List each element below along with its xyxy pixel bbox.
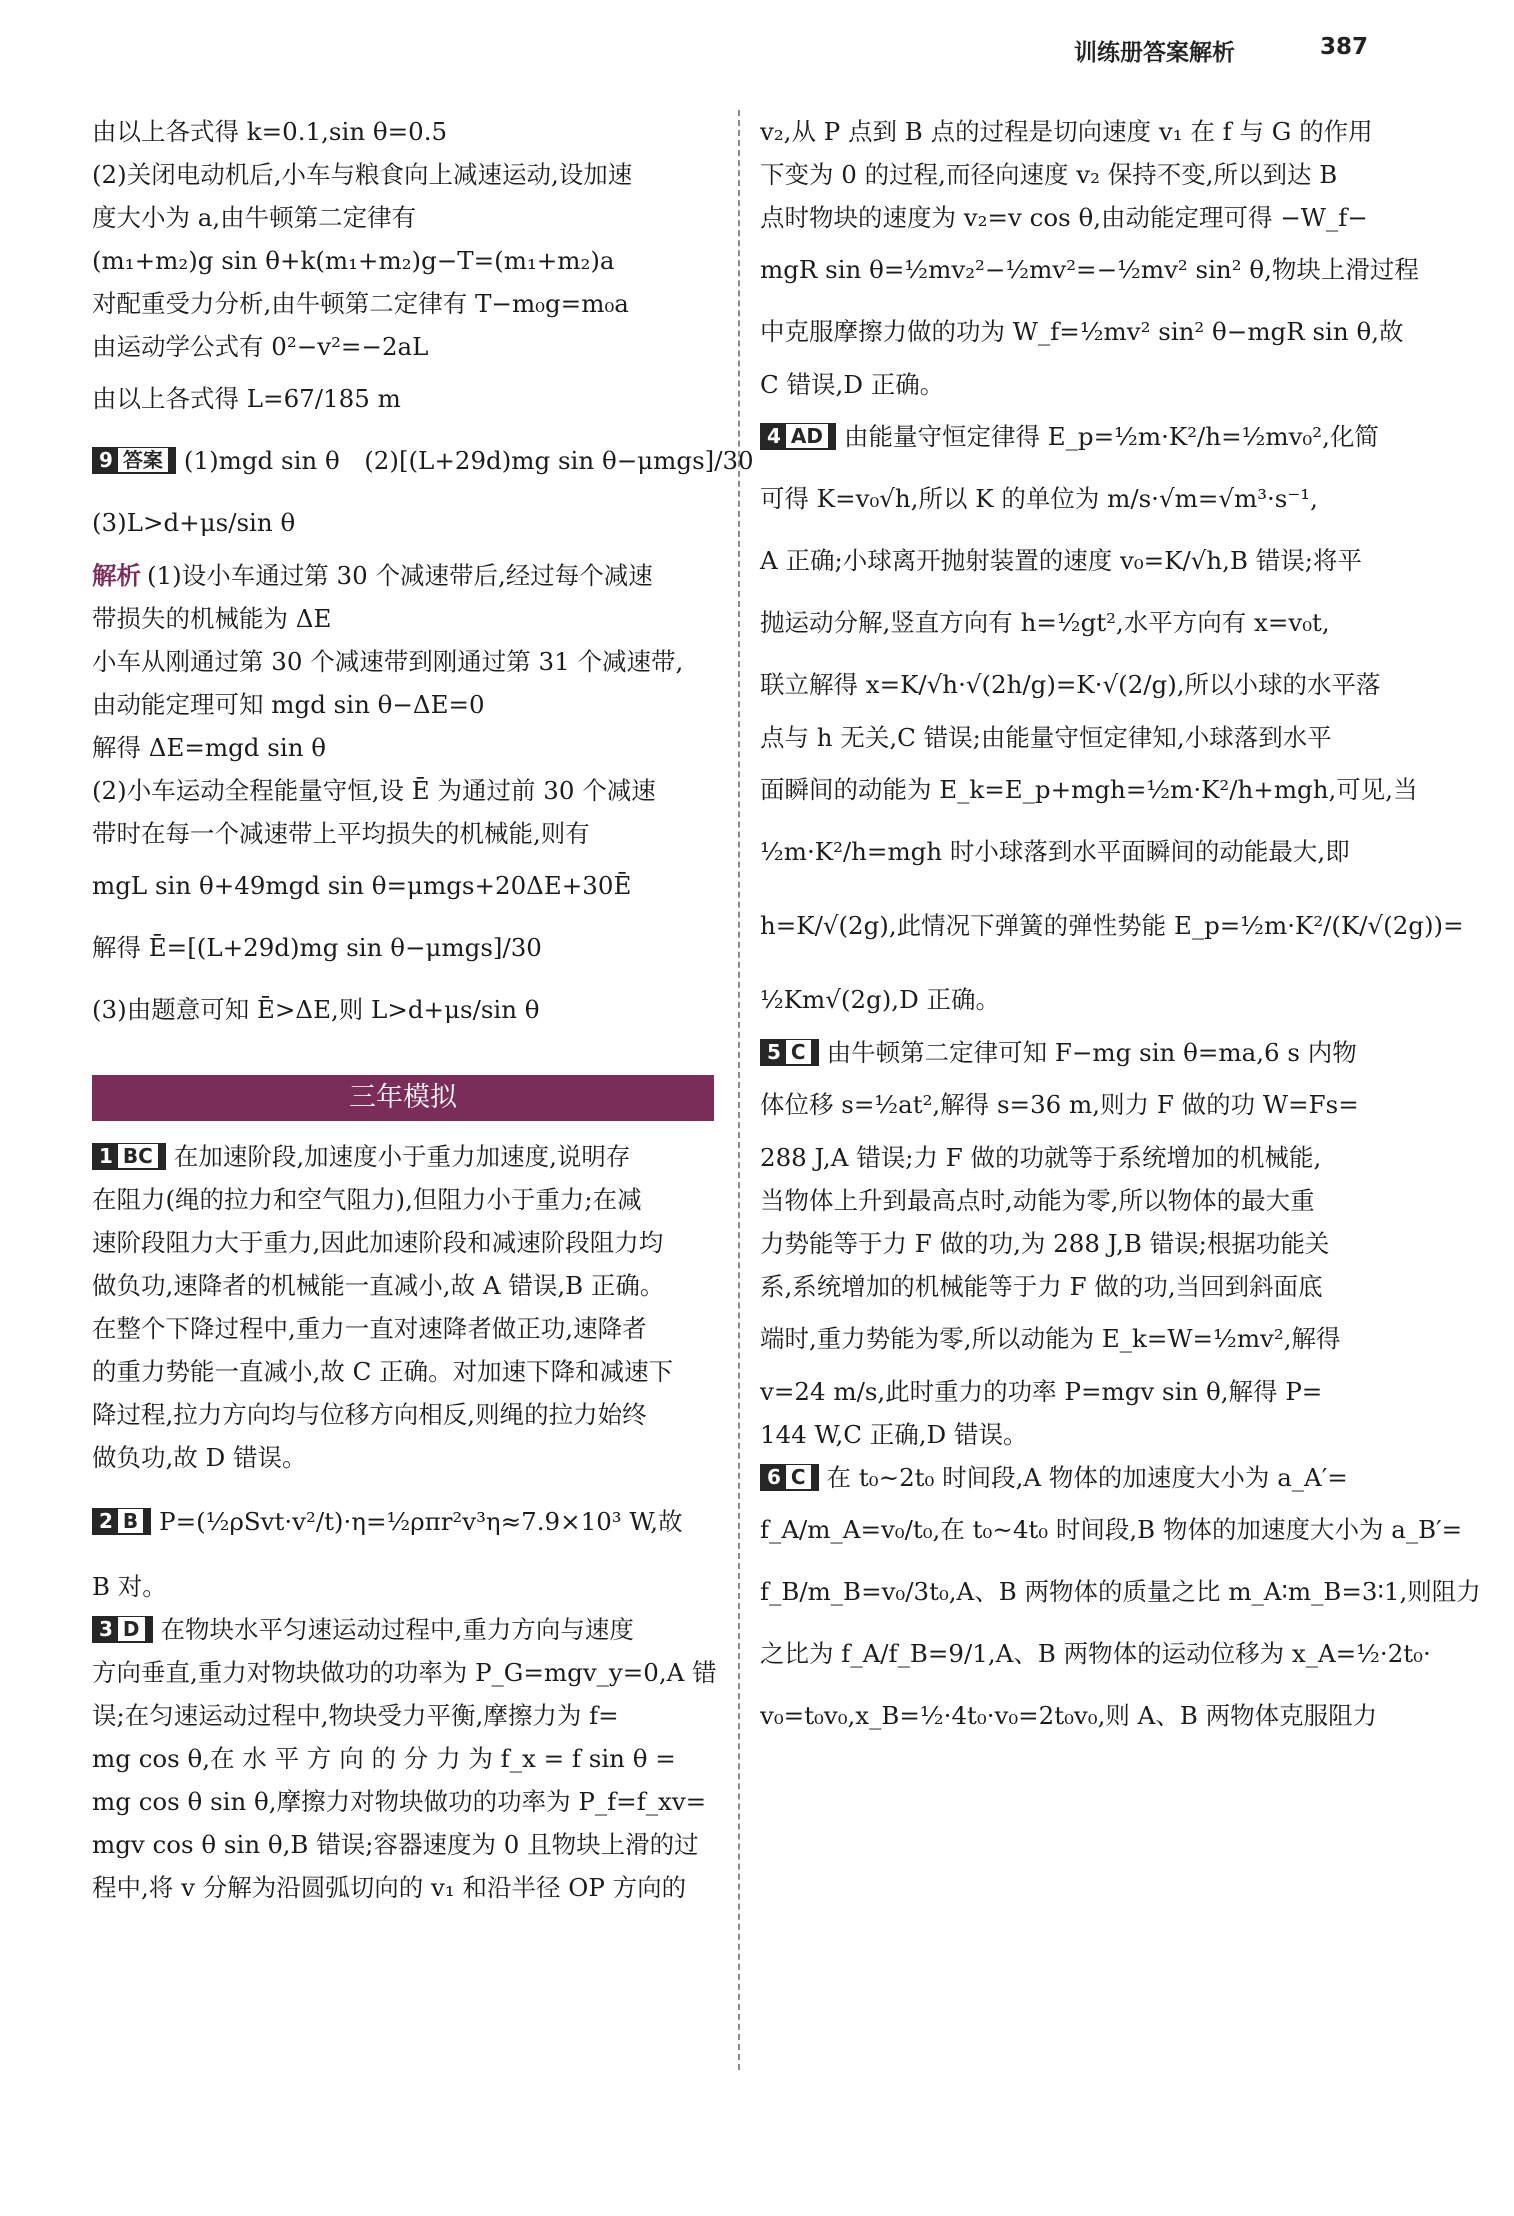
text-line: 点时物块的速度为 v₂=v cos θ,由动能定理可得 −W_f− bbox=[760, 203, 1368, 232]
analysis-label: 解析 bbox=[92, 561, 141, 590]
text-line: ½Km√(2g),D 正确。 bbox=[760, 985, 1000, 1014]
text-line: v₀=t₀v₀,x_B=½·4t₀·v₀=2t₀v₀,则 A、B 两物体克服阻力 bbox=[760, 1701, 1378, 1730]
text-line: f_B/m_B=v₀/3t₀,A、B 两物体的质量之比 m_A∶m_B=3∶1,则阻力 bbox=[760, 1577, 1481, 1606]
column-divider bbox=[738, 110, 740, 2070]
question-9-answer bbox=[92, 430, 754, 492]
text-line: mg cos θ sin θ,摩擦力对物块做功的功率为 P_f=f_xv= bbox=[92, 1787, 707, 1816]
text-line: 在阻力(绳的拉力和空气阻力),但阻力小于重力;在减 bbox=[92, 1185, 642, 1214]
text-line: 做负功,速降者的机械能一直减小,故 A 错误,B 正确。 bbox=[92, 1271, 665, 1300]
answer-text: (1)mgd sin θ (2)[(L+29d)mg sin θ−μmgs]/30 bbox=[183, 446, 754, 475]
text-line: h=K/√(2g),此情况下弹簧的弹性势能 E_p=½m·K²/(K/√(2g))= bbox=[760, 911, 1464, 940]
text-line: 系,系统增加的机械能等于力 F 做的功,当回到斜面底 bbox=[760, 1272, 1323, 1301]
text-line: 中克服摩擦力做的功为 W_f=½mv² sin² θ−mgR sin θ,故 bbox=[760, 317, 1404, 346]
question-3: 3 D 在物块水平匀速运动过程中,重力方向与速度 bbox=[92, 1608, 714, 1651]
analysis-line: 解析 (1)设小车通过第 30 个减速带后,经过每个减速 bbox=[92, 561, 653, 590]
text-line: 小车从刚通过第 30 个减速带到刚通过第 31 个减速带, bbox=[92, 647, 684, 676]
text-line: 联立解得 x=K/√h·√(2h/g)=K·√(2/g),所以小球的水平落 bbox=[760, 670, 1381, 699]
text-line: f_A/m_A=v₀/t₀,在 t₀~4t₀ 时间段,B 物体的加速度大小为 a_B′= bbox=[760, 1515, 1463, 1544]
text-line: 当物体上升到最高点时,动能为零,所以物体的最大重 bbox=[760, 1186, 1315, 1215]
text-line: mgL sin θ+49mgd sin θ=μmgs+20ΔE+30Ē bbox=[92, 871, 632, 900]
text-line: 力势能等于力 F 做的功,为 288 J,B 错误;根据功能关 bbox=[760, 1229, 1330, 1258]
question-1: 1 BC 在加速阶段,加速度小于重力加速度,说明存 bbox=[92, 1135, 714, 1178]
text-line: 之比为 f_A/f_B=9/1,A、B 两物体的运动位移为 x_A=½·2t₀· bbox=[760, 1639, 1431, 1668]
text-line: (m₁+m₂)g sin θ+k(m₁+m₂)g−T=(m₁+m₂)a bbox=[92, 246, 615, 275]
text-line: 由动能定理可知 mgd sin θ−ΔE=0 bbox=[92, 690, 485, 719]
question-badge: 4 AD bbox=[760, 423, 836, 450]
text-line: 方向垂直,重力对物块做功的功率为 P_G=mgv_y=0,A 错 bbox=[92, 1658, 717, 1687]
text-line: 误;在匀速运动过程中,物块受力平衡,摩擦力为 f= bbox=[92, 1701, 619, 1730]
text-line: 144 W,C 正确,D 错误。 bbox=[760, 1420, 1028, 1449]
question-badge: 2 B bbox=[92, 1508, 151, 1535]
question-badge: 9 答案 bbox=[92, 447, 176, 474]
text-line: 面瞬间的动能为 E_k=E_p+mgh=½m·K²/h+mgh,可见,当 bbox=[760, 775, 1418, 804]
question-4: 4 AD 由能量守恒定律得 E_p=½m·K²/h=½mv₀²,化简 bbox=[760, 406, 1388, 468]
text-line: (3)L>d+μs/sin θ bbox=[92, 508, 296, 537]
text-line: mg cos θ,在 水 平 方 向 的 分 力 为 f_x = f sin θ = bbox=[92, 1744, 676, 1773]
text-line: 体位移 s=½at²,解得 s=36 m,则力 F 做的功 W=Fs= bbox=[760, 1090, 1359, 1119]
text-line: v₂,从 P 点到 B 点的过程是切向速度 v₁ 在 f 与 G 的作用 bbox=[760, 117, 1373, 146]
question-6: 6 C 在 t₀~2t₀ 时间段,A 物体的加速度大小为 a_A′= bbox=[760, 1456, 1388, 1499]
text-line: 解得 Ē=[(L+29d)mg sin θ−μmgs]/30 bbox=[92, 933, 542, 962]
section-title: 三年模拟 bbox=[349, 1082, 457, 1113]
header-title: 训练册答案解析 bbox=[1074, 40, 1235, 66]
question-5: 5 C 由牛顿第二定律可知 F−mg sin θ=ma,6 s 内物 bbox=[760, 1031, 1388, 1074]
text-line: 速阶段阻力大于重力,因此加速阶段和减速阶段阻力均 bbox=[92, 1228, 664, 1257]
question-badge: 1 BC bbox=[92, 1143, 166, 1170]
text-line: 带损失的机械能为 ΔE bbox=[92, 604, 332, 633]
text-line: 对配重受力分析,由牛顿第二定律有 T−m₀g=m₀a bbox=[92, 289, 629, 318]
text-line: 点与 h 无关,C 错误;由能量守恒定律知,小球落到水平 bbox=[760, 723, 1332, 752]
text-line: 带时在每一个减速带上平均损失的机械能,则有 bbox=[92, 819, 590, 848]
text-line: B 对。 bbox=[92, 1572, 167, 1601]
text-line: A 正确;小球离开抛射装置的速度 v₀=K/√h,B 错误;将平 bbox=[760, 546, 1362, 575]
question-badge: 6 C bbox=[760, 1464, 819, 1491]
text-line: 程中,将 v 分解为沿圆弧切向的 v₁ 和沿半径 OP 方向的 bbox=[92, 1873, 687, 1902]
page-number: 387 bbox=[1320, 34, 1369, 60]
text-line: 抛运动分解,竖直方向有 h=½gt²,水平方向有 x=v₀t, bbox=[760, 608, 1330, 637]
text-line: 可得 K=v₀√h,所以 K 的单位为 m/s·√m=√m³·s⁻¹, bbox=[760, 484, 1318, 513]
text-line: 由运动学公式有 0²−v²=−2aL bbox=[92, 332, 429, 361]
text-line: (2)小车运动全程能量守恒,设 Ē 为通过前 30 个减速 bbox=[92, 776, 656, 805]
text-line: v=24 m/s,此时重力的功率 P=mgv sin θ,解得 P= bbox=[760, 1377, 1323, 1406]
text-line: 端时,重力势能为零,所以动能为 E_k=W=½mv²,解得 bbox=[760, 1324, 1341, 1353]
running-header bbox=[0, 34, 1514, 74]
text-line: (2)关闭电动机后,小车与粮食向上减速运动,设加速 bbox=[92, 160, 633, 189]
question-badge: 5 C bbox=[760, 1039, 819, 1066]
text-line: 由以上各式得 L=67/185 m bbox=[92, 384, 401, 413]
text-line: 做负功,故 D 错误。 bbox=[92, 1443, 307, 1472]
text-line: (3)由题意可知 Ē>ΔE,则 L>d+μs/sin θ bbox=[92, 995, 540, 1024]
text-line: 降过程,拉力方向均与位移方向相反,则绳的拉力始终 bbox=[92, 1400, 647, 1429]
text-line: 由以上各式得 k=0.1,sin θ=0.5 bbox=[92, 117, 448, 146]
text-line: mgR sin θ=½mv₂²−½mv²=−½mv² sin² θ,物块上滑过程 bbox=[760, 255, 1419, 284]
left-column bbox=[92, 110, 754, 1909]
text-line: 288 J,A 错误;力 F 做的功就等于系统增加的机械能, bbox=[760, 1143, 1322, 1172]
text-line: 度大小为 a,由牛顿第二定律有 bbox=[92, 203, 417, 232]
text-line: C 错误,D 正确。 bbox=[760, 370, 945, 399]
text-line: 解得 ΔE=mgd sin θ bbox=[92, 733, 327, 762]
text-line: 下变为 0 的过程,而径向速度 v₂ 保持不变,所以到达 B bbox=[760, 160, 1338, 189]
question-badge: 3 D bbox=[92, 1616, 153, 1643]
right-column bbox=[760, 110, 1481, 1747]
question-2: 2 B P=(½ρSvt·v²/t)·η=½ρπr²v³η≈7.9×10³ W,故 bbox=[92, 1479, 714, 1565]
text-line: 的重力势能一直减小,故 C 正确。对加速下降和减速下 bbox=[92, 1357, 674, 1386]
text-line: 在整个下降过程中,重力一直对速降者做正功,速降者 bbox=[92, 1314, 647, 1343]
text-line: ½m·K²/h=mgh 时小球落到水平面瞬间的动能最大,即 bbox=[760, 837, 1350, 866]
text-line: mgv cos θ sin θ,B 错误;容器速度为 0 且物块上滑的过 bbox=[92, 1830, 699, 1859]
section-banner bbox=[92, 1075, 714, 1121]
